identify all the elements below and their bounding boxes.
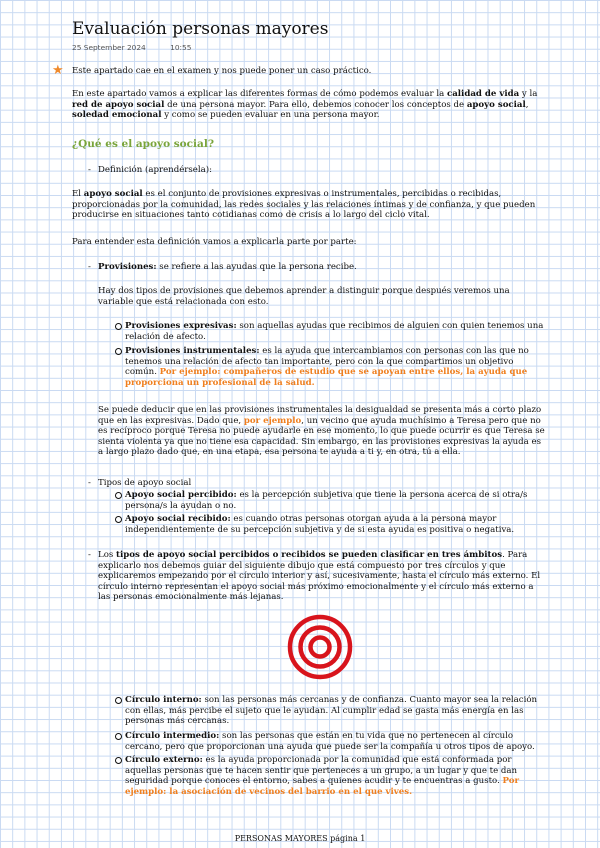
- circle-bullet: [115, 516, 122, 523]
- definition-item: Definición (aprendérsela):: [98, 165, 213, 175]
- circle-bullet: [115, 323, 122, 330]
- circle-bullet: [115, 697, 122, 704]
- tipos-item: Tipos de apoyo social: [98, 478, 192, 488]
- dash-bullet: -: [88, 262, 91, 272]
- apoyo-percibido: Apoyo social percibido: es la percepción subjetiva que tiene la persona acerca de si otra/s persona/s la ayudan o no.: [125, 490, 528, 511]
- dash-bullet: -: [88, 478, 91, 488]
- intro-note: Este apartado cae en el examen y nos puede poner un caso práctico.: [72, 66, 372, 76]
- circulo-intermedio: Círculo intermedio: son las personas que están en tu vida que no pertenecen al círculo cercano, pero que proporcionan una ayuda que puede ser la compañía u otros tipos de apoyo.: [125, 731, 535, 752]
- page-date: 25 September 2024: [72, 43, 146, 52]
- star-icon: ★: [52, 63, 64, 78]
- circle-bullet: [115, 492, 122, 499]
- circle-bullet: [115, 733, 122, 740]
- circle-bullet: [115, 348, 122, 355]
- circulo-externo: Círculo externo: es la ayuda proporcionada por la comunidad que está conformada por aquellas personas que te hacen sentir que perteneces a un grupo, a un lugar y que te dan seguridad porque conoces el entorno, sabes a quienes acudir y te encuentras a gusto. Por ejemplo: la asociación de vecinos del barrio en el que vives.: [125, 755, 520, 797]
- page-timestamp: [72, 43, 213, 54]
- deduce-paragraph: Se puede deducir que en las provisiones instrumentales la desigualdad se presenta más a corto plazo que en las expresivas. Dado que, por ejemplo, un vecino que ayuda muchísimo a Teresa pero que no es recíproco porque Teresa no puede ayudarle en ese momento, lo que puede ocurrir es que Teresa se sienta violenta ya que no tiene esa capacidad. Sin embargo, en las provisiones expresivas la ayuda es a largo plazo dado que, en una etapa, esa persona te ayuda a ti y, en otra, tú a ella.: [98, 405, 545, 458]
- circulo-interno: Círculo interno: son las personas más cercanas y de confianza. Cuanto mayor sea la relación con ellas, más percibe el sujeto que le ayudan. Al cumplir edad se gasta más energía en las personas más cercanas.: [125, 695, 538, 727]
- dash-bullet: -: [88, 550, 91, 560]
- intro-paragraph: En este apartado vamos a explicar las diferentes formas de cómo podemos evaluar la calidad de vida y la red de apoyo social de una persona mayor. Para ello, debemos conocer los conceptos de apoyo social, soledad emocional y como se pueden evaluar en una persona mayor.: [72, 89, 538, 121]
- page-title: Evaluación personas mayores: [72, 19, 329, 39]
- provisiones-paragraph: Hay dos tipos de provisiones que debemos aprender a distinguir porque después veremos una variable que está relacionada con esto.: [98, 286, 510, 307]
- apoyo-recibido: Apoyo social recibido: es cuando otras personas otorgan ayuda a la persona mayor independientemente de su percepción subjetiva y de si esta ayuda es positiva o negativa.: [125, 514, 515, 535]
- circle-bullet: [115, 757, 122, 764]
- provisiones-expresivas: Provisiones expresivas: son aquellas ayudas que recibimos de alguien con quien tenemos una relación de afecto.: [125, 321, 544, 342]
- provisiones-item: Provisiones: se refiere a las ayudas que la persona recibe.: [98, 262, 357, 272]
- page-time: 10:55: [170, 43, 192, 52]
- section-heading: ¿Qué es el apoyo social?: [72, 138, 214, 150]
- dash-bullet: -: [88, 165, 91, 175]
- inner-circle: [311, 638, 330, 657]
- middle-circle: [301, 628, 340, 667]
- page-footer: PERSONAS MAYORES página 1: [234, 834, 366, 843]
- target-circles-drawing: [286, 613, 354, 681]
- definition-paragraph: El apoyo social es el conjunto de provisiones expresivas o instrumentales, percibidas o recibidas, proporcionadas por la comunidad, las redes sociales y las relaciones íntimas y de confianza, y que pueden producirse en situaciones tanto cotidianas como de crisis a lo largo del ciclo vital.: [72, 189, 536, 221]
- explain-paragraph: Para entender esta definición vamos a explicarla parte por parte:: [72, 237, 357, 247]
- provisiones-instrumentales: Provisiones instrumentales: es la ayuda que intercambiamos con personas con las que no tenemos una relación de afecto tan importante, pero con la que compartimos un objetivo común. Por ejemplo: compañeros de estudio que se apoyan entre ellos, la ayuda que proporciona un profesional de la salud.: [125, 346, 529, 388]
- ambitos-paragraph: Los tipos de apoyo social percibidos o recibidos se pueden clasificar en tres ámbitos. Para explicarlo nos debemos guiar del siguiente dibujo que está compuesto por tres círculos y que explicaremos empezando por el círculo interior y así, sucesivamente, hasta el círculo más externo. El círculo interno representan el apoyo social más próximo emocionalmente y el círculo más externo a las personas emocionalmente más lejanas.: [98, 550, 541, 603]
